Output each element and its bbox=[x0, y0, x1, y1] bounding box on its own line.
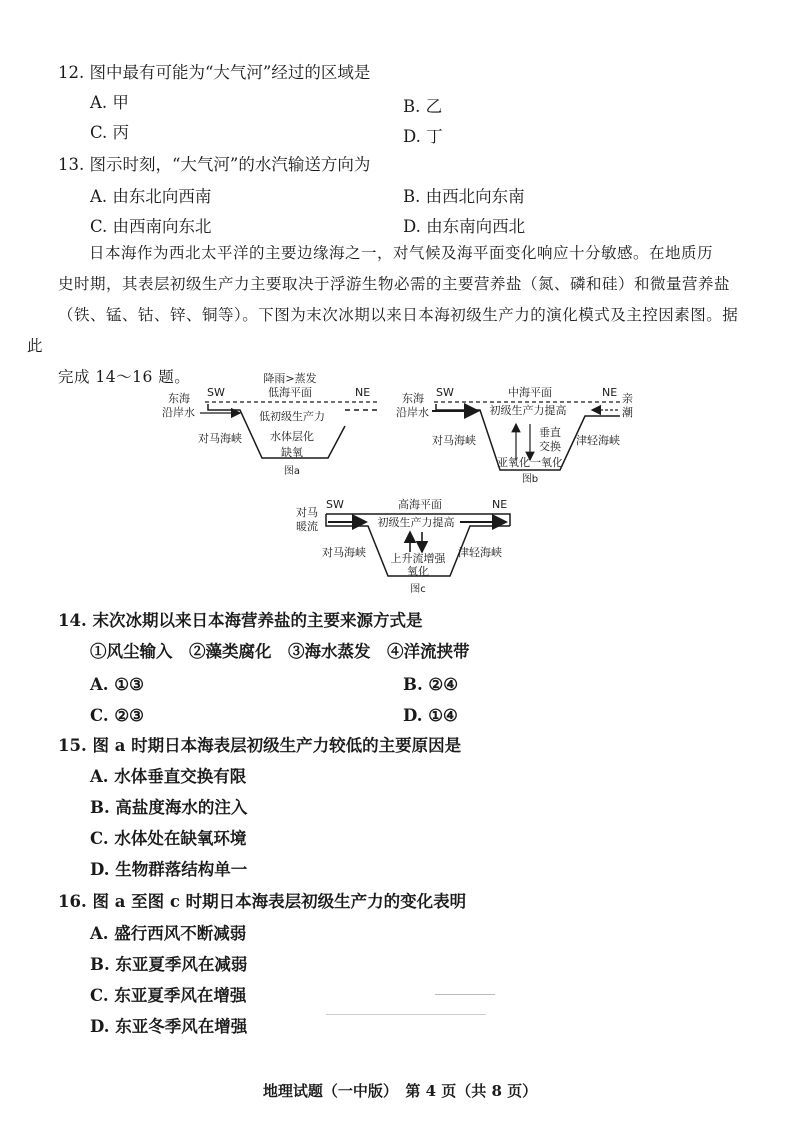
fig-b-left-1: 东海 bbox=[402, 392, 424, 405]
fig-a-left-1: 东海 bbox=[168, 392, 190, 405]
question-15-option-a: A. 水体垂直交换有限 bbox=[90, 767, 247, 786]
figure-c bbox=[296, 497, 510, 595]
fig-b-right-1: 亲 bbox=[622, 392, 633, 405]
fig-c-center-3: 氧化 bbox=[407, 565, 429, 578]
passage-line-2: 史时期，其表层初级生产力主要取决于浮游生物必需的主要营养盐（氮、磷和硅）和微量营养盐 bbox=[58, 275, 731, 293]
fig-a-center-1: 低初级生产力 bbox=[259, 410, 325, 423]
page-footer: 地理试题（一中版） 第 4 页（共 8 页） bbox=[262, 1082, 538, 1100]
fig-c-sw: SW bbox=[326, 498, 344, 511]
fig-b-right-2: 潮 bbox=[622, 406, 633, 419]
fig-a-ne: NE bbox=[355, 386, 371, 399]
fig-c-top: 高海平面 bbox=[398, 498, 442, 511]
question-12-option-b: B. 乙 bbox=[403, 97, 443, 116]
passage-line-4: 完成 14～16 题。 bbox=[58, 368, 191, 386]
fig-b-strait-left: 对马海峡 bbox=[432, 434, 476, 447]
question-13-stem: 13. 图示时刻，“大气河”的水汽输送方向为 bbox=[58, 155, 371, 174]
question-16-option-d: D. 东亚冬季风在增强 bbox=[90, 1017, 248, 1036]
fig-c-center-2: 上升流增强 bbox=[390, 552, 446, 565]
fig-b-center-1: 初级生产力提高 bbox=[489, 404, 567, 417]
question-14-items: ①风尘输入 ②藻类腐化 ③海水蒸发 ④洋流挟带 bbox=[90, 642, 470, 661]
fig-c-ne: NE bbox=[492, 498, 508, 511]
question-14-option-b: B. ②④ bbox=[403, 675, 459, 694]
question-14-option-d: D. ①④ bbox=[403, 706, 458, 725]
question-15-stem: 15. 图 a 时期日本海表层初级生产力较低的主要原因是 bbox=[58, 736, 462, 755]
fig-c-strait-left: 对马海峡 bbox=[322, 546, 366, 559]
question-14-option-c: C. ②③ bbox=[90, 706, 144, 725]
question-13-option-a: A. 由东北向西南 bbox=[90, 187, 212, 206]
japan-sea-productivity-figure bbox=[0, 360, 800, 600]
fig-a-caption: 图a bbox=[283, 466, 301, 477]
fig-b-left-2: 沿岸水 bbox=[396, 406, 429, 419]
fig-c-left-2: 暖流 bbox=[296, 520, 318, 533]
fig-b-ne: NE bbox=[602, 386, 618, 399]
figure-a bbox=[162, 371, 380, 477]
fig-b-bottom: 亚氧化一氧化 bbox=[497, 456, 563, 469]
fig-c-caption: 图c bbox=[410, 584, 426, 595]
question-16-option-c: C. 东亚夏季风在增强 bbox=[90, 986, 247, 1005]
fig-b-strait-right: 津轻海峡 bbox=[576, 434, 620, 447]
question-15-option-b: B. 高盐度海水的注入 bbox=[90, 798, 248, 817]
question-15-option-d: D. 生物群落结构单一 bbox=[90, 860, 248, 879]
question-12-option-a: A. 甲 bbox=[90, 93, 129, 112]
question-14-stem: 14. 末次冰期以来日本海营养盐的主要来源方式是 bbox=[58, 611, 423, 630]
fig-c-left-1: 对马 bbox=[296, 506, 318, 519]
fig-a-center-3: 缺氧 bbox=[281, 446, 303, 459]
fig-c-center-1: 初级生产力提高 bbox=[377, 516, 455, 529]
question-12-option-c: C. 丙 bbox=[90, 123, 130, 142]
fig-b-sw: SW bbox=[436, 386, 454, 399]
fig-b-center-2: 垂直 bbox=[539, 426, 561, 439]
fig-a-sw: SW bbox=[207, 386, 225, 399]
question-13-option-d: D. 由东南向西北 bbox=[403, 217, 526, 236]
fig-a-left-2: 沿岸水 bbox=[162, 406, 195, 419]
question-14-option-a: A. ①③ bbox=[90, 675, 144, 694]
fig-a-strait: 对马海峡 bbox=[198, 432, 242, 445]
scan-mark bbox=[326, 1014, 486, 1015]
passage-line-1: 日本海作为西北太平洋的主要边缘海之一，对气候及海平面变化响应十分敏感。在地质历 bbox=[89, 244, 714, 262]
scan-mark bbox=[435, 994, 495, 995]
question-16-option-a: A. 盛行西风不断减弱 bbox=[90, 924, 247, 943]
fig-a-top-2: 低海平面 bbox=[268, 386, 312, 399]
question-12-stem: 12. 图中最有可能为“大气河”经过的区域是 bbox=[58, 63, 371, 82]
question-12-option-d: D. 丁 bbox=[403, 127, 443, 146]
question-13-option-c: C. 由西南向东北 bbox=[90, 217, 212, 236]
fig-b-top: 中海平面 bbox=[508, 386, 552, 399]
question-16-stem: 16. 图 a 至图 c 时期日本海表层初级生产力的变化表明 bbox=[58, 892, 467, 911]
question-16-option-b: B. 东亚夏季风在减弱 bbox=[90, 955, 248, 974]
fig-a-center-2: 水体层化 bbox=[270, 430, 314, 443]
passage-line-3: （铁、锰、钴、锌、铜等）。下图为末次冰期以来日本海初级生产力的演化模式及主控因素图。据此 bbox=[27, 306, 739, 355]
figure-b bbox=[396, 385, 633, 485]
question-13-option-b: B. 由西北向东南 bbox=[403, 187, 525, 206]
fig-b-center-3: 交换 bbox=[539, 440, 561, 453]
fig-a-top-1: 降雨>蒸发 bbox=[263, 372, 317, 385]
fig-b-caption: 图b bbox=[521, 474, 539, 485]
fig-c-strait-right: 津轻海峡 bbox=[458, 546, 502, 559]
question-15-option-c: C. 水体处在缺氧环境 bbox=[90, 829, 247, 848]
